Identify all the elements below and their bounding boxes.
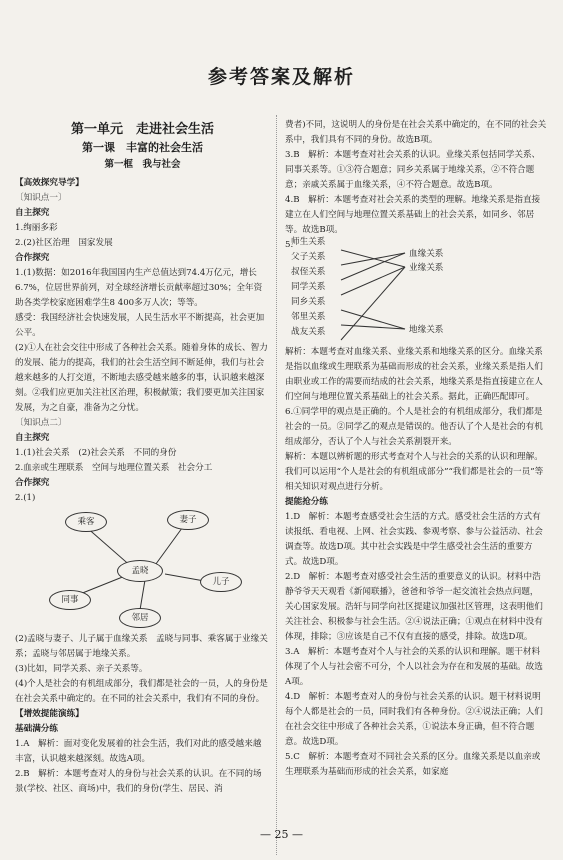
right-column [285, 118, 547, 780]
lesson-heading: 第一课 丰富的社会生活 [82, 141, 203, 154]
match-left-item: 战友关系 [291, 327, 326, 337]
subheading: 基础满分练 [15, 724, 58, 734]
left-items [291, 235, 325, 340]
subheading: 自主探究 [15, 208, 50, 218]
page-title: 参考答案及解析 [207, 66, 355, 88]
answer-paragraph: 3.A 解析：本题考查对个人与社会的关系的认识和理解。题干材料体现了个人与社会密不可分，个人以社会为存在和发展的基础。故选A项。 [285, 647, 543, 687]
column-divider [276, 115, 277, 855]
answer-paragraph: 6.①同学甲的观点是正确的。个人是社会的有机组成部分，我们都是社会的一员。②同学乙的观点是错误的。他否认了个人是社会的有机组成部分，否认了个人与社会关系割裂开来。 [285, 407, 543, 447]
answer-paragraph: 4.B 解析：本题考查对社会关系的类型的理解。地缘关系是指直接建立在人们空间与地理位置关系基础上的社会关系，如同乡、邻居等。故选B项。 [285, 195, 541, 235]
match-right-item: 业缘关系 [409, 263, 444, 273]
answer-paragraph: 1.(1)数据：如2016年我国国内生产总值达到74.4万亿元，增长6.7%，位居世界前列，对全球经济增长贡献率超过30%；全年资助各类学校家庭困难学生8 400多万人次；等等。 [15, 268, 263, 308]
page-number: — 25 — [260, 828, 303, 841]
answer-line: 5. [285, 240, 294, 250]
node-passenger: 乘客 [65, 512, 107, 532]
match-left-item: 同学关系 [291, 282, 326, 292]
match-right-item: 血缘关系 [409, 249, 444, 259]
subheading: 提能抢分练 [285, 497, 328, 507]
match-left-item: 父子关系 [291, 252, 326, 262]
relationship-diagram [15, 508, 270, 630]
answer-paragraph: 5.C 解析：本题考查对不同社会关系的区分。血缘关系是以血亲或生理联系为基础而形成的社会关系，如家庭 [285, 752, 541, 777]
unit-heading: 第一单元 走进社会生活 [70, 122, 214, 137]
match-left-item: 邻里关系 [291, 312, 326, 322]
answer-paragraph: 解析：本题以辨析题的形式考查对个人与社会的关系的认识和理解。我们可以运用“个人是社会的有机组成部分”“我们都是社会的一员”等相关知识对观点进行分析。 [285, 452, 544, 492]
answer-line: 2.血亲或生理联系 空间与地理位置关系 社会分工 [15, 463, 213, 473]
answer-line: 2.(2)社区治理 国家发展 [15, 238, 113, 248]
node-colleague: 同事 [49, 590, 91, 610]
section-heading: 【增效提能演练】 [15, 709, 84, 719]
answer-paragraph: 1.A 解析：面对变化发展着的社会生活，我们对此的感受越来越丰富，认识越来越深刻。故选A项。 [15, 739, 262, 764]
answer-paragraph: 3.B 解析：本题考查对社会关系的认识。业缘关系包括同学关系、同事关系等。①③符合题意；同乡关系属于地缘关系，②不符合题意；亲戚关系属于血缘关系，④不符合题意。故选B项。 [285, 150, 541, 190]
answer-paragraph: (2)①人在社会交往中形成了各种社会关系。随着身体的成长、智力的发展、能力的提高，我们的社会生活空间不断延伸，我们与社会越来越多的人打交道，不断地去感受越来越多的事，认识越来越深刻。②我们应更加关注社区治理，积极献策；我们要更加关注国家发展，为之自豪，准备为之分忧。 [15, 343, 268, 413]
knowledge-point-label: 〔知识点二〕 [15, 418, 67, 428]
match-left-item: 同乡关系 [291, 297, 326, 307]
answer-paragraph: 感受：我国经济社会快速发展，人民生活水平不断提高，社会更加公平。 [15, 313, 265, 338]
answer-paragraph: 2.B 解析：本题考查对人的身份与社会关系的认识。在不同的场景(学校、社区、商场)中，我们的身份(学生、居民、消 [15, 769, 262, 794]
section-heading: 【高效探究导学】 [15, 178, 84, 188]
answer-paragraph: 4.D 解析：本题考查对人的身份与社会关系的认识。题干材料说明每个人都是社会的一员，同时我们有各种身份。②④说法正确；人们在社会交往中形成了各种社会关系，①说法本身正确，但不符合题意。故选D项。 [285, 692, 543, 747]
subheading: 合作探究 [15, 253, 50, 263]
subheading: 自主探究 [15, 433, 50, 443]
answer-paragraph: (2)孟晓与妻子、儿子属于血缘关系 孟晓与同事、乘客属于业缘关系；孟晓与邻居属于地缘关系。 [15, 634, 268, 659]
frame-heading: 第一框 我与社会 [104, 159, 181, 170]
answer-paragraph: (3)比如，同学关系、亲子关系等。 [15, 664, 148, 674]
answer-paragraph: 1.D 解析：本题考查感受社会生活的方式。感受社会生活的方式有读报纸、看电视、上网、社会实践、参观考察、参与公益活动、社会调查等。故选D项。其中社会实践是中学生感受社会生活的重要方式。故选D项。 [285, 512, 543, 567]
match-right-item: 地缘关系 [409, 325, 444, 335]
node-wife: 妻子 [167, 510, 209, 530]
answer-paragraph: 解析：本题考查对血缘关系、业缘关系和地缘关系的区分。血缘关系是指以血缘或生理联系为基础而形成的社会关系，业缘关系是指人们由职业或工作的需要而结成的社会关系，地缘关系是指直接建立在人们空间与地理位置关系基础上的社会关系。据此，正确匹配即可。 [285, 347, 543, 402]
answer-line: 2.(1) [15, 493, 36, 503]
knowledge-point-label: 〔知识点一〕 [15, 193, 67, 203]
answer-paragraph: 费者)不同，这说明人的身份是在社会关系中确定的，在不同的社会关系中，我们具有不同的身份。故选B项。 [285, 120, 547, 145]
left-column [15, 118, 270, 797]
node-neighbor: 邻居 [119, 608, 161, 628]
answer-line: 1.绚丽多彩 [15, 223, 58, 233]
match-left-item: 师生关系 [291, 237, 326, 247]
node-center: 孟晓 [117, 560, 163, 582]
answer-paragraph: 2.D 解析：本题考查对感受社会生活的重要意义的认识。材料中浩静爷爷天天观看《新闻联播》，爸爸和爷爷一起交流社会热点问题，关心国家发展。浩轩与同学向社区提建议加强社区管理，这表明他们关注社会、积极参与社会生活。②④说法正确；①观点在材料中没有体现，排除；③应该是自己不仅有直接的感受，排除。故选D项。 [285, 572, 543, 642]
subheading: 合作探究 [15, 478, 50, 488]
node-son: 儿子 [200, 572, 242, 592]
match-left-item: 叔侄关系 [291, 267, 326, 277]
matching-diagram [285, 237, 547, 337]
answer-paragraph: (4)个人是社会的有机组成部分，我们都是社会的一员，人的身份是在社会关系中确定的。在不同的社会关系中，我们有不同的身份。 [15, 679, 268, 704]
answer-line: 1.(1)社会关系 (2)社会关系 不同的身份 [15, 448, 177, 458]
